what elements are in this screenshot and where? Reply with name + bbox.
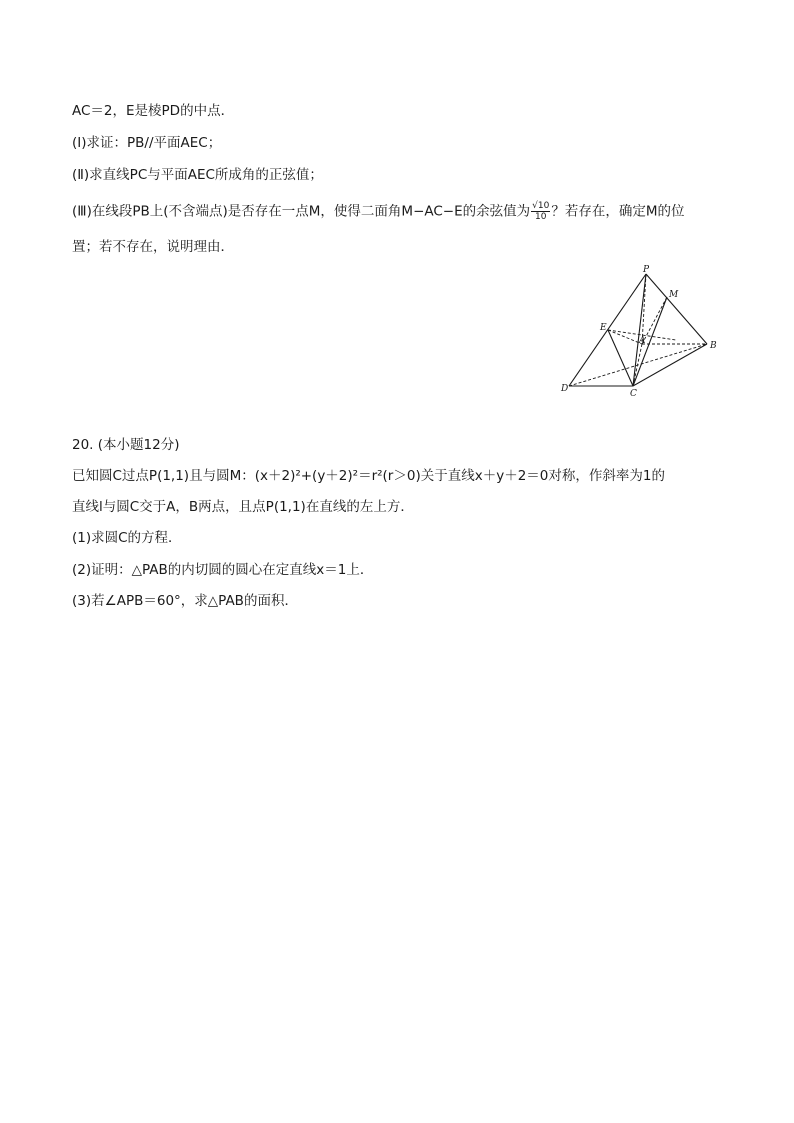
problem-20-statement-line-2: 直线l与圆C交于A，B两点，且点P(1,1)在直线的左上方． — [72, 499, 414, 515]
pyramid-figure — [556, 262, 726, 402]
label-C: C — [630, 389, 637, 399]
label-E: E — [600, 323, 607, 333]
problem-19-intro: AC＝2，E是棱PD的中点． — [72, 103, 235, 119]
edge-PA — [642, 274, 646, 344]
label-M: M — [669, 290, 679, 300]
label-D: D — [561, 384, 569, 394]
label-B: B — [710, 341, 717, 351]
problem-20-question-3: (3)若∠APB＝60°，求△PAB的面积． — [72, 593, 298, 609]
problem-20-header: 20. (本小题12分) — [72, 437, 180, 453]
cosine-fraction — [531, 201, 550, 222]
edge-CB — [633, 344, 707, 386]
fraction-numerator: √10 — [532, 201, 550, 211]
problem-20-question-1: (1)求圆C的方程． — [72, 530, 182, 546]
problem-19-part-3-line-2: 置；若不存在，说明理由． — [72, 239, 234, 255]
problem-20-statement-line-1: 已知圆C过点P(1,1)且与圆M：(x＋2)²+(y＋2)²＝r²(r＞0)关于直线x＋y＋2＝0对称，作斜率为1的 — [72, 468, 665, 484]
edge-PB — [646, 274, 707, 344]
diagonal-DB — [569, 344, 707, 386]
part-3-text-after: ？若存在，确定M的位 — [551, 203, 685, 220]
problem-20-question-2: (2)证明：△PAB的内切圆的圆心在定直线x＝1上． — [72, 562, 374, 578]
problem-19-part-3 — [72, 201, 685, 222]
label-P: P — [643, 265, 650, 275]
problem-19-part-2: (Ⅱ)求直线PC与平面AEC所成角的正弦值； — [72, 167, 323, 183]
label-A: A — [639, 336, 646, 346]
fraction-denominator: 10 — [535, 212, 547, 222]
problem-19-part-1: (Ⅰ)求证：PB//平面AEC； — [72, 135, 222, 151]
part-3-text-before: (Ⅲ)在线段PB上(不含端点)是否存在一点M，使得二面角M−AC−E的余弦值为 — [72, 203, 531, 220]
